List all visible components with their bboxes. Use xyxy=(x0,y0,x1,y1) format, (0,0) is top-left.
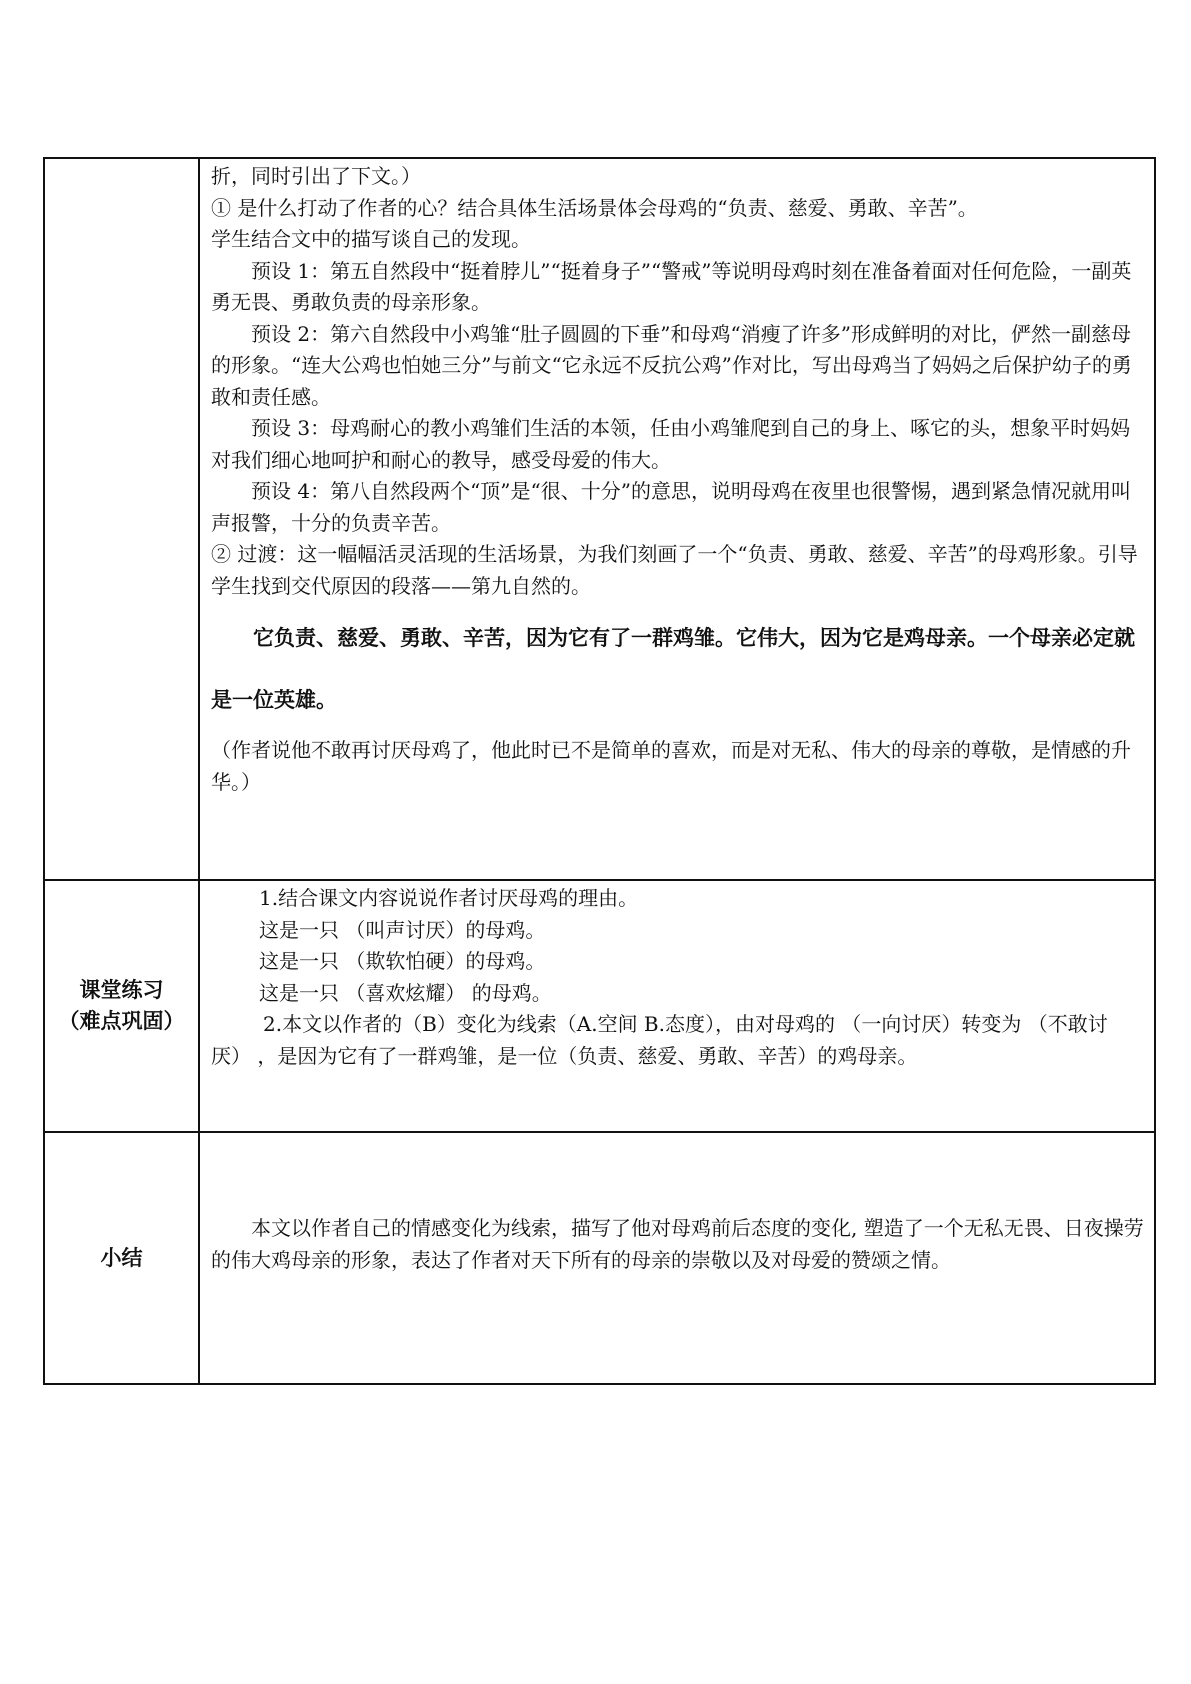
row-label-exercise xyxy=(44,880,199,1132)
summary-content-cell xyxy=(199,1132,1155,1384)
lesson-table xyxy=(43,157,1156,1385)
content-line: 学生结合文中的描写谈自己的发现。 xyxy=(211,227,531,251)
teaching-content-cell xyxy=(199,158,1155,880)
exercise-answer: 这是一只 （叫声讨厌）的母鸡。 xyxy=(259,917,546,942)
content-line: ① 是什么打动了作者的心？结合具体生活场景体会母鸡的“负责、慈爱、勇敢、辛苦”。 xyxy=(211,195,978,220)
exercise-content-cell xyxy=(199,880,1155,1132)
preset-paragraph: 预设 4：第八自然段两个“顶”是“很、十分”的意思，说明母鸡在夜里也很警惕，遇到紧急情况就用叫声报警，十分的负责辛苦。 xyxy=(211,479,1131,535)
exercise-question: 1.结合课文内容说说作者讨厌母鸡的理由。 xyxy=(259,886,639,910)
table-row xyxy=(44,158,1155,880)
preset-paragraph: 预设 2：第六自然段中小鸡雏“肚子圆圆的下垂”和母鸡“消瘦了许多”形成鲜明的对比，俨然一副慈母的形象。“连大公鸡也怕她三分”与前文“它永远不反抗公鸡”作对比，写出母鸡当了妈妈之后保护幼子的勇敢和责任感。 xyxy=(211,321,1132,409)
row-label-summary: 小结 xyxy=(44,1132,199,1384)
exercise-answer: 这是一只 （欺软怕硬）的母鸡。 xyxy=(259,949,546,973)
row-label-empty xyxy=(44,158,199,880)
quote-paragraph: 它负责、慈爱、勇敢、辛苦，因为它有了一群鸡雏。它伟大，因为它是鸡母亲。一个母亲必定就是一位英雄。 xyxy=(211,626,1135,712)
summary-text: 本文以作者自己的情感变化为线索，描写了他对母鸡前后态度的变化, 塑造了一个无私无畏、日夜操劳的伟大鸡母亲的形象，表达了作者对天下所有的母亲的崇敬以及对母爱的赞颂之情。 xyxy=(211,1216,1144,1272)
table-row xyxy=(44,880,1155,1132)
content-line: 折，同时引出了下文。） xyxy=(211,164,421,188)
exercise-label-line2: （难点巩固） xyxy=(58,1009,185,1033)
content-line: ② 过渡：这一幅幅活灵活现的生活场景，为我们刻画了一个“负责、勇敢、慈爱、辛苦”的母鸡形象。引导学生找到交代原因的段落——第九自然的。 xyxy=(211,542,1138,598)
exercise-answer: 这是一只 （喜欢炫耀） 的母鸡。 xyxy=(259,980,552,1005)
table-row xyxy=(44,1132,1155,1384)
preset-paragraph: 预设 3：母鸡耐心的教小鸡雏们生活的本领，任由小鸡雏爬到自己的身上、啄它的头，想象平时妈妈对我们细心地呵护和耐心的教导，感受母爱的伟大。 xyxy=(211,416,1131,472)
preset-paragraph: 预设 1：第五自然段中“挺着脖儿”“挺着身子”“警戒”等说明母鸡时刻在准备着面对任何危险，一副英勇无畏、勇敢负责的母亲形象。 xyxy=(211,258,1132,314)
exercise-question: 2.本文以作者的（B）变化为线索（A.空间 B.态度），由对母鸡的 （一向讨厌）转变为 （不敢讨厌） ，是因为它有了一群鸡雏，是一位（负责、慈爱、勇敢、辛苦）的鸡母亲。 xyxy=(211,1012,1108,1068)
exercise-label-line1: 课堂练习 xyxy=(79,978,164,1002)
note-paragraph: （作者说他不敢再讨厌母鸡了，他此时已不是简单的喜欢，而是对无私、伟大的母亲的尊敬，是情感的升华。） xyxy=(211,738,1131,794)
